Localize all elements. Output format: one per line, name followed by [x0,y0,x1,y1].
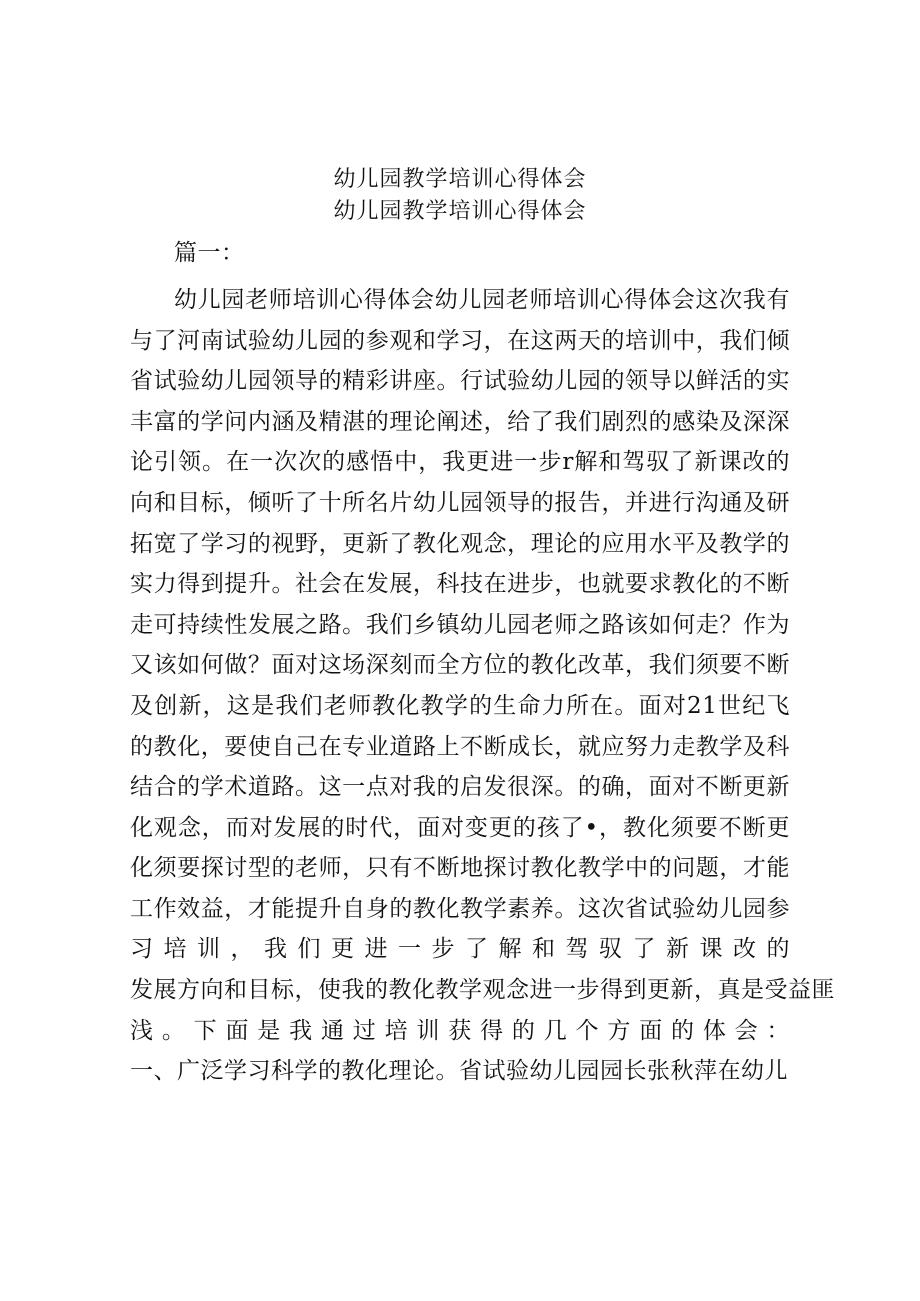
paragraph-line: 发展方向和目标，使我的教化教学观念进一步得到更新，真是受益匪 [130,977,835,1003]
paragraph-line: 拓宽了学习的视野，更新了教化观念，理论的应用水平及教学的 [130,531,790,557]
paragraph-line: 化观念，而对发展的时代，面对变更的孩了•，教化须要不断更 [130,815,790,841]
paragraph-line: 论引领。在一次次的感悟中，我更进一步r解和驾驭了新课改的 [130,449,790,475]
paragraph-line: 又该如何做？面对这场深刻而全方位的教化改革，我们须要不断 [130,652,790,678]
paragraph-line: 的教化，要使自己在专业道路上不断成长，就应努力走教学及科 [130,734,790,760]
paragraph-line: 结合的学术道路。这一点对我的启发很深。的确，面对不断更新 [130,774,790,800]
paragraph-line: 实力得到提升。社会在发展，科技在进步，也就要求教化的不断 [130,571,790,597]
paragraph-line: 省试验幼儿园领导的精彩讲座。行试验幼儿园的领导以鲜活的实 [130,368,790,394]
paragraph-line: 浅。下面是我通过培训获得的几个方面的体会： [130,1018,790,1044]
paragraph-line: 幼儿园老师培训心得体会幼儿园老师培训心得体会这次我有 [174,287,790,313]
paragraph-line: 化须要探讨型的老师，只有不断地探讨教化教学中的问题，才能 [130,855,790,881]
paragraph-line: 及创新，这是我们老师教化教学的生命力所在。面对21世纪飞 [130,693,790,719]
section-label: 篇一： [174,240,245,266]
paragraph-line: 丰富的学问内涵及精湛的理论阐述，给了我们剧烈的感染及深深 [130,409,790,435]
paragraph-line: 与了河南试验幼儿园的参观和学习，在这两天的培训中，我们倾 [130,328,790,354]
document-title: 幼儿园教学培训心得体会 [333,167,587,192]
paragraph-line: 走可持续性发展之路。我们乡镇幼儿园老师之路该如何走？作为 [130,612,790,638]
paragraph-line: 一、广泛学习科学的教化理论。省试验幼儿园园长张秋萍在幼儿 [130,1058,788,1084]
document-subtitle: 幼儿园教学培训心得体会 [333,199,587,224]
paragraph-line: 工作效益，才能提升自身的教化教学素养。这次省试验幼儿园参 [130,896,790,922]
paragraph-line: 向和目标，倾听了十所名片幼儿园领导的报告，并进行沟通及研 [130,490,790,516]
paragraph-line [174,1099,790,1129]
paragraph-line: 习培训，我们更进一步了解和驾驭了新课改的 [130,936,790,962]
